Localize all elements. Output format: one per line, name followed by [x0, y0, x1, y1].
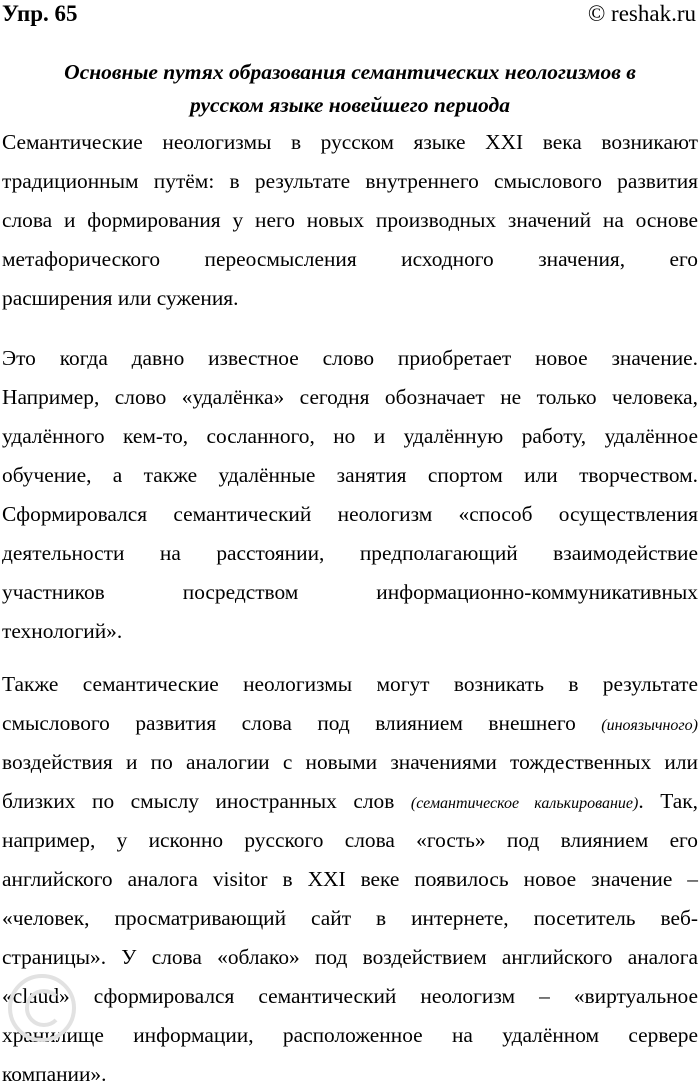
text-line — [2, 826, 698, 856]
text-line — [2, 128, 698, 158]
text-segment: Сформировался семантический неологизм «способ осуществления — [2, 502, 698, 526]
text-line — [2, 461, 698, 491]
text-line — [2, 422, 698, 452]
text-line — [2, 943, 698, 973]
text-segment: компании». — [2, 1062, 107, 1086]
text-line — [2, 787, 698, 817]
text-segment: Это когда давно известное слово приобретает новое значение. — [2, 346, 698, 370]
text-segment: метафорического переосмысления исходного значения, его — [2, 247, 698, 271]
text-segment: страницы». У слова «облако» под воздействием английского аналога — [2, 945, 698, 969]
text-line — [2, 670, 698, 700]
document-title-line: Основные путях образования семантических неологизмов в — [64, 60, 636, 84]
text-line — [2, 383, 698, 413]
text-line — [2, 206, 698, 236]
text-line — [2, 865, 698, 895]
document-title-line: русском языке новейшего периода — [190, 93, 510, 117]
text-line — [2, 904, 698, 934]
text-line — [2, 245, 698, 275]
text-line — [2, 578, 698, 608]
text-segment: участников посредством информационно-коммуникативных — [2, 580, 698, 604]
text-segment: воздействия и по аналогии с новыми значениями тождественных или — [2, 750, 698, 774]
text-line — [2, 748, 698, 778]
text-line — [2, 167, 698, 197]
text-segment: Также семантические неологизмы могут возникать в результате — [2, 672, 698, 696]
text-segment: например, у исконно русского слова «гость» под влиянием его — [2, 828, 698, 852]
exercise-number: Упр. 65 — [2, 1, 78, 26]
text-line — [2, 284, 698, 314]
text-segment: обучение, а также удалённые занятия спортом или творчеством. — [2, 463, 698, 487]
text-line — [2, 539, 698, 569]
text-segment: «claud» сформировался семантический неологизм – «виртуальное — [2, 984, 698, 1008]
text-line — [2, 1021, 698, 1051]
text-segment: Семантические неологизмы в русском языке XXI века возникают — [2, 130, 698, 154]
text-segment: технологий». — [2, 619, 123, 643]
text-segment: . Так, — [638, 789, 698, 813]
italic-note: (семантическое калькирование) — [410, 795, 639, 812]
text-segment: расширения или сужения. — [2, 286, 239, 310]
text-line — [2, 1060, 698, 1090]
text-line — [2, 617, 698, 647]
text-segment: деятельности на расстоянии, предполагающий взаимодействие — [2, 541, 698, 565]
text-segment: «человек, просматривающий сайт в интернете, посетитель веб- — [2, 906, 698, 930]
text-segment: хранилище информации, расположенное на удалённом сервере — [2, 1023, 698, 1047]
text-segment: слова и формирования у него новых производных значений на основе — [2, 208, 698, 232]
text-segment: удалённого кем-то, сосланного, но и удалённую работу, удалённое — [2, 424, 698, 448]
italic-note: (иноязычного) — [601, 717, 698, 734]
text-segment: смыслового развития слова под влиянием внешнего — [2, 711, 602, 735]
text-line — [2, 709, 698, 739]
text-line — [2, 500, 698, 530]
text-segment: традиционным путём: в результате внутреннего смыслового развития — [2, 169, 698, 193]
source-credit: © reshak.ru — [587, 1, 696, 26]
text-segment: близких по смыслу иностранных слов — [2, 789, 411, 813]
text-segment: английского аналога visitor в XXI веке появилось новое значение – — [2, 867, 698, 891]
text-segment: Например, слово «удалёнка» сегодня обозначает не только человека, — [2, 385, 698, 409]
text-line — [2, 344, 698, 374]
text-line — [2, 982, 698, 1012]
